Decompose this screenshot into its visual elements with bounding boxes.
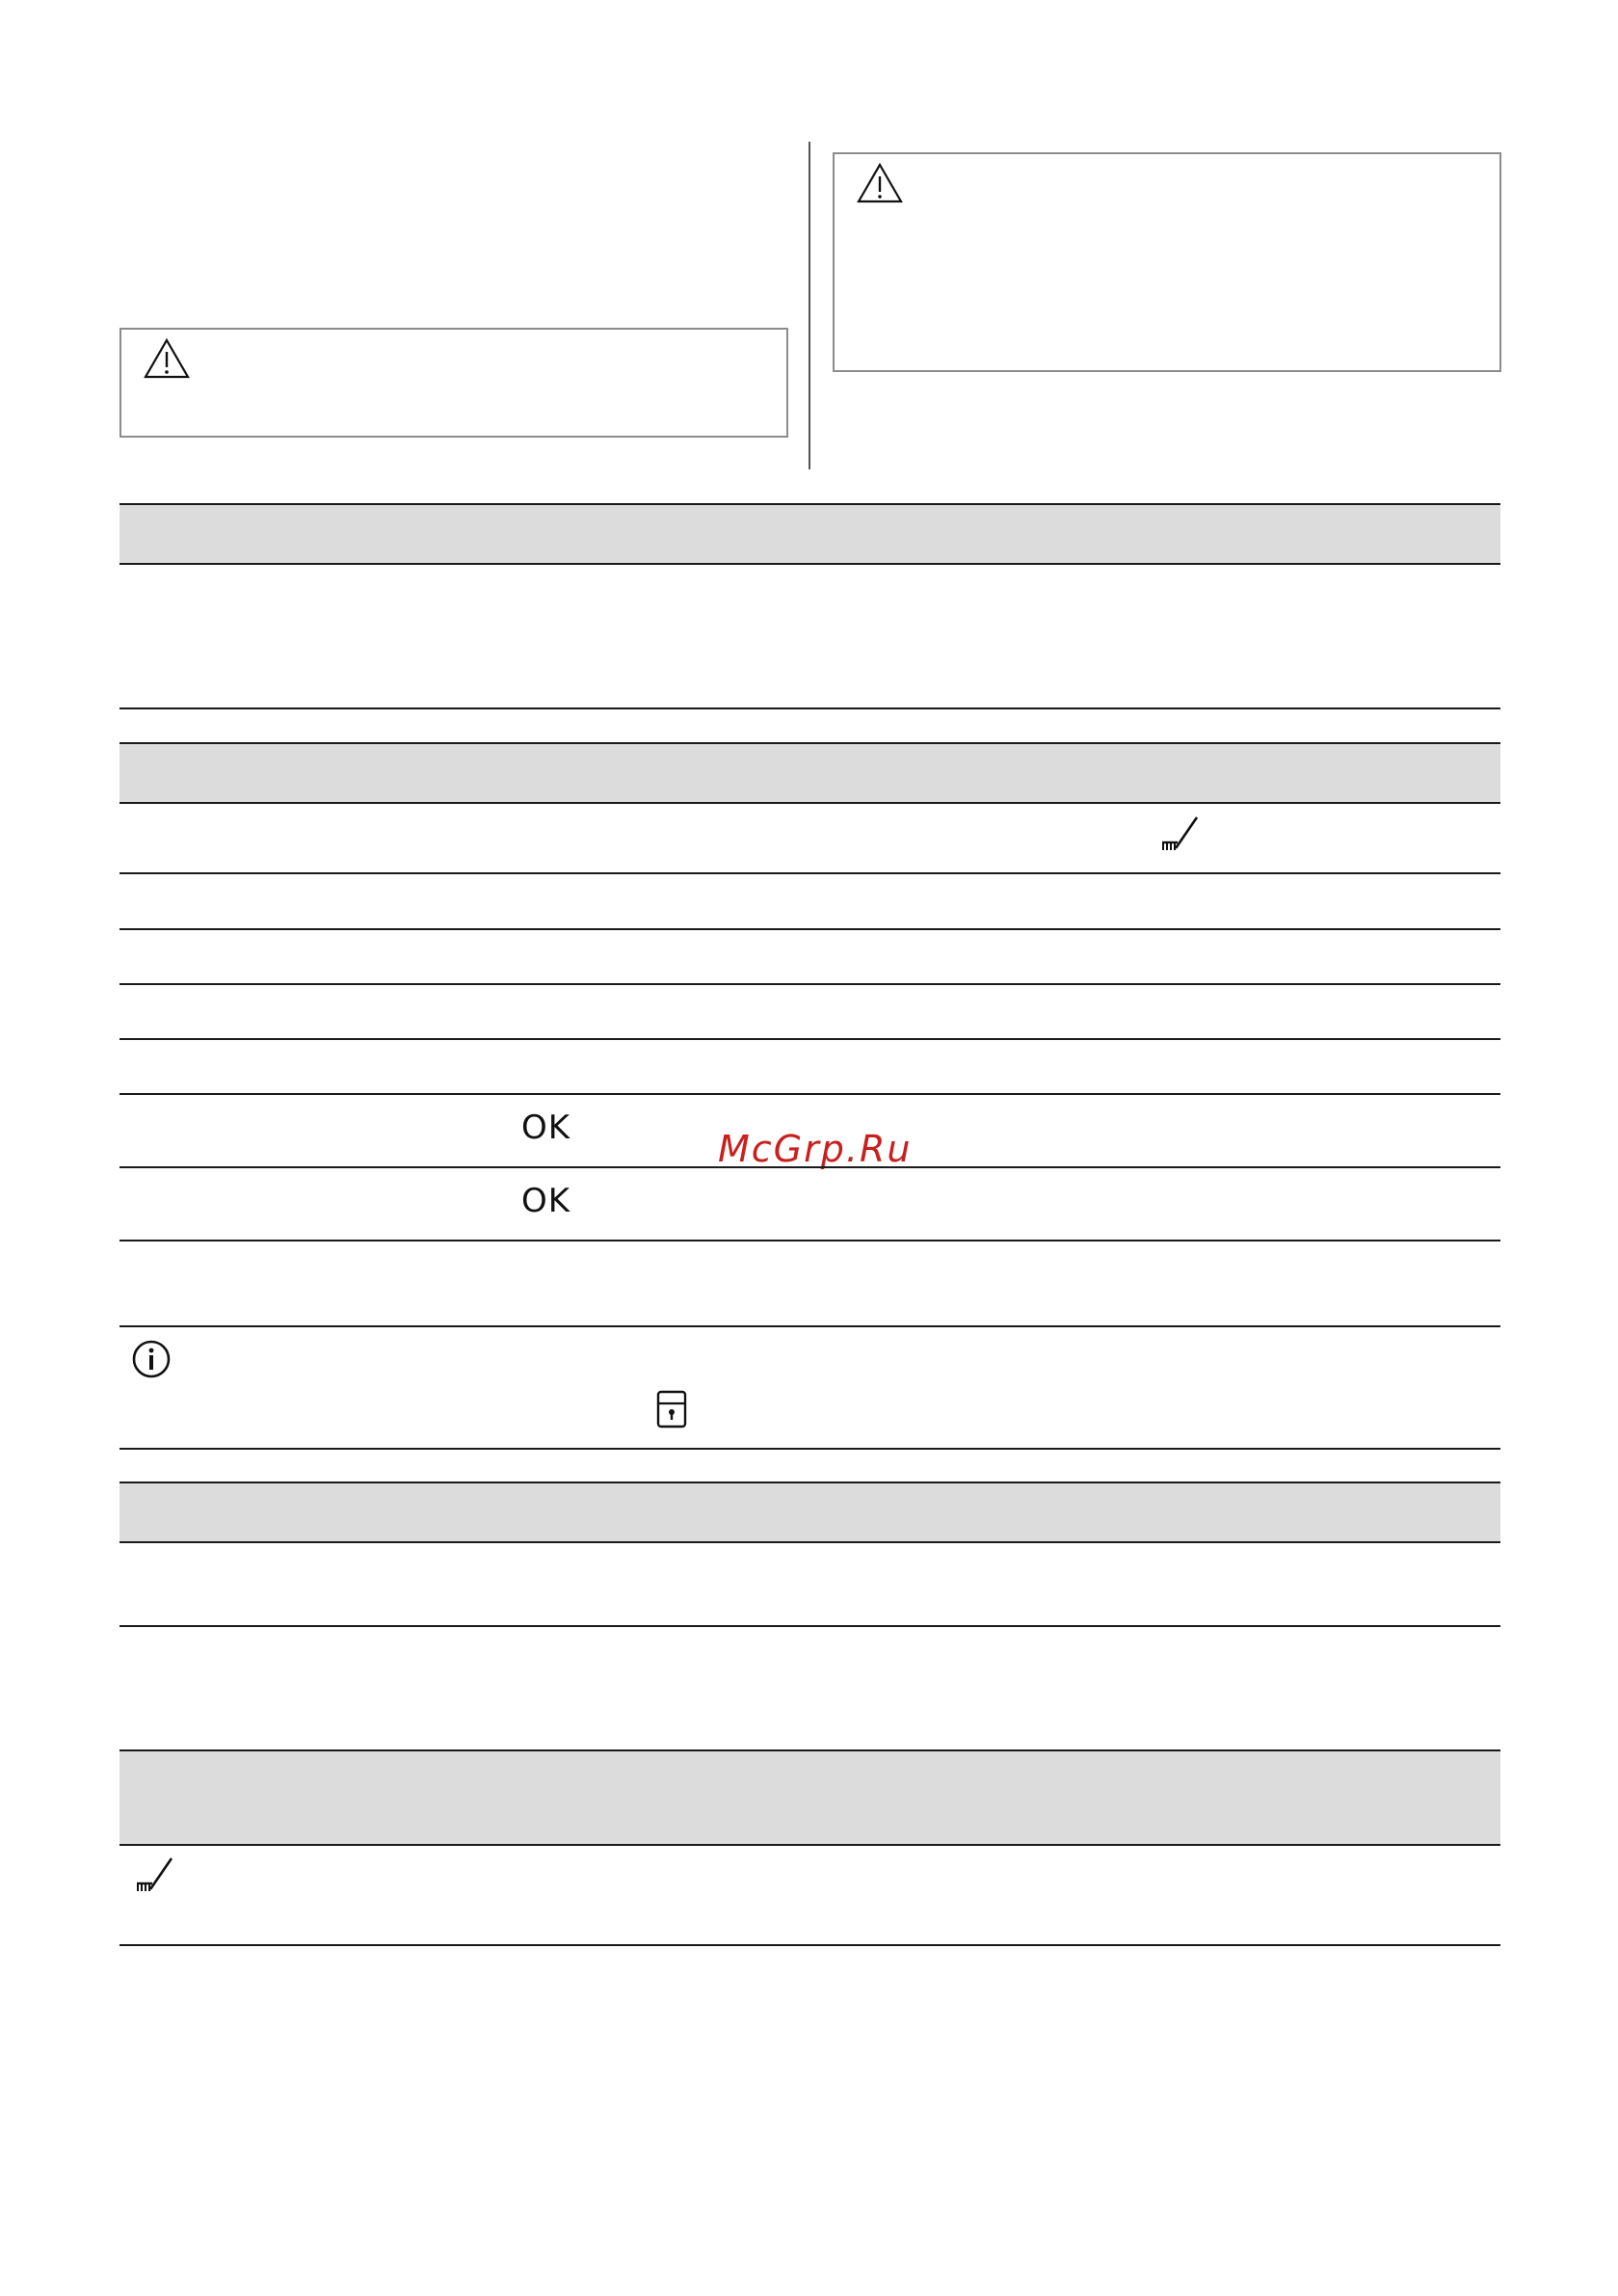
warning-triangle-icon (856, 162, 904, 204)
table-row (119, 1944, 1500, 1946)
ok-button-glyph: OK (521, 1182, 571, 1220)
table-row (119, 1038, 1500, 1040)
brush-icon (1158, 814, 1201, 856)
column-divider (809, 142, 810, 469)
table-row (119, 1325, 1500, 1327)
brush-icon (133, 1855, 175, 1897)
section-rule (119, 707, 1500, 709)
table-row (119, 983, 1500, 985)
section-header-1 (119, 503, 1500, 565)
ok-button-glyph: OK (521, 1108, 571, 1147)
table-row (119, 1625, 1500, 1627)
table-row (119, 1093, 1500, 1095)
watermark-text: McGrp.Ru (718, 1128, 913, 1170)
table-header-3 (119, 1749, 1500, 1846)
info-circle-icon (131, 1339, 172, 1379)
table-row (119, 928, 1500, 930)
table-row (119, 1166, 1500, 1168)
table-row (119, 1240, 1500, 1241)
child-lock-icon (655, 1389, 688, 1429)
warning-box-right (833, 152, 1501, 372)
table-header-1 (119, 742, 1500, 804)
warning-triangle-icon (143, 337, 191, 380)
section-rule (119, 1448, 1500, 1450)
table-row (119, 872, 1500, 874)
warning-box-left (119, 328, 788, 438)
table-header-2 (119, 1482, 1500, 1543)
